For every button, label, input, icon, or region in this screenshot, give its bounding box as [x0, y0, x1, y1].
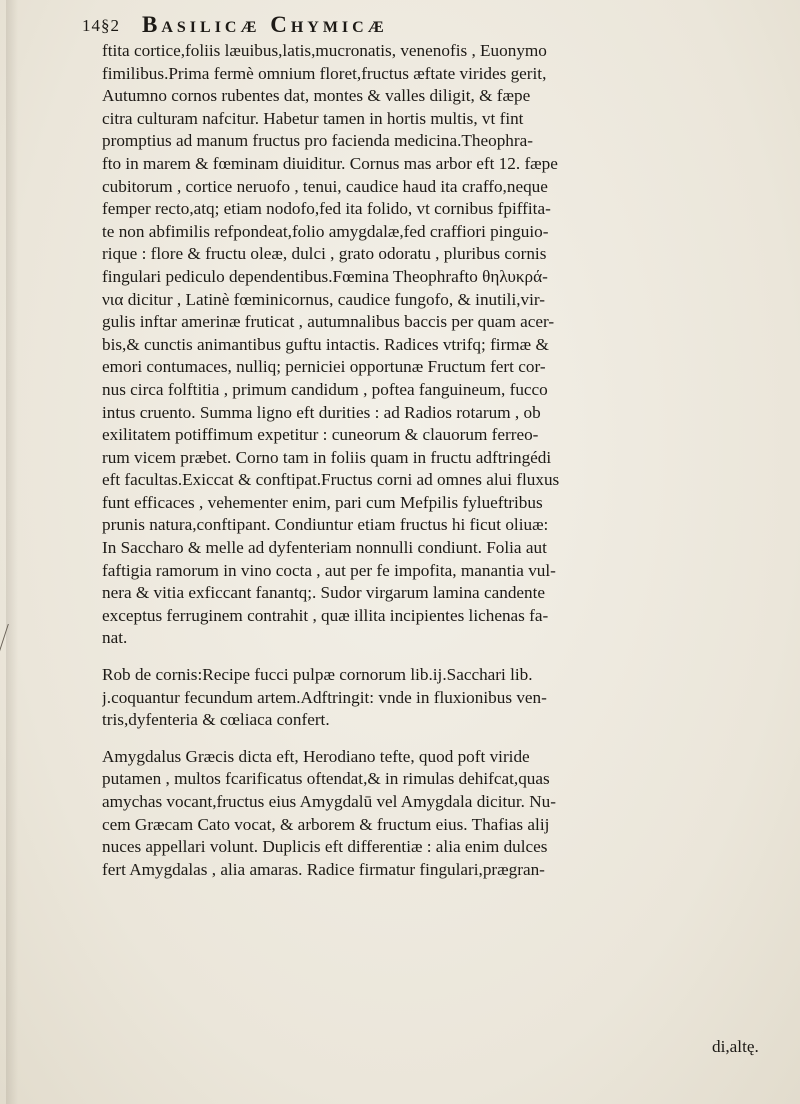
text-line: νια dicitur , Latinè fœminicornus, caudice fungofo, & inutili,vir- — [102, 289, 545, 309]
running-head: Basilicæ Chymicæ — [142, 12, 388, 37]
text-line: promptius ad manum fructus pro facienda medicina.Theophra- — [102, 131, 533, 151]
text-line: Autumno cornos rubentes dat, montes & valles diligit, & fæpe — [102, 86, 531, 106]
text-line: fto in marem & fœminam diuiditur. Cornus mas arbor eft 12. fæpe — [102, 153, 558, 173]
paragraph — [102, 664, 766, 732]
text-line: amychas vocant,fructus eius Amygdalū vel Amygdala dicitur. Nu- — [102, 792, 556, 811]
text-line: femper recto,atq; etiam nodofo,fed ita folido, vt cornibus fpiffita- — [102, 199, 551, 219]
text-line: Amygdalus Græcis dicta eft, Herodiano tefte, quod poft viride — [102, 746, 530, 766]
text-line: exceptus ferruginem contrahit , quæ illita incipientes lichenas fa- — [102, 605, 549, 625]
text-line: fert Amygdalas , alia amaras. Radice firmatur fingulari,prægran- — [102, 859, 545, 879]
text-line: cubitorum , cortice neruofo , tenui, caudice haud ita craffo,neque — [102, 176, 548, 196]
gutter-shadow — [6, 0, 18, 1104]
text-line: te non abfimilis refpondeat,folio amygdalæ,fed craffiori pinguio- — [102, 221, 549, 241]
text-line: prunis natura,conftipant. Condiuntur etiam fructus hi ficut oliuæ: — [102, 515, 549, 535]
page-header — [82, 4, 772, 40]
text-line: bis,& cunctis animantibus guftu intactis. Radices vtrifq; firmæ & — [102, 334, 549, 354]
text-line: nus circa folftitia , primum candidum , poftea fanguineum, fucco — [102, 379, 548, 399]
paragraph-gap — [102, 650, 766, 664]
page-number: 14§2 — [82, 16, 120, 35]
text-line: intus cruento. Summa ligno eft durities : ad Radios rotarum , ob — [102, 402, 541, 422]
text-line: nat. — [102, 628, 128, 648]
text-line: ftita cortice,foliis læuibus,latis,mucronatis, venenofis , Euonymo — [102, 41, 547, 60]
body-text — [102, 40, 766, 881]
catchword: di,altę. — [712, 1037, 759, 1056]
text-line: exilitatem potiffimum expetitur : cuneorum & clauorum ferreo- — [102, 425, 539, 445]
text-line: In Saccharo & melle ad dyfenteriam nonnulli condiunt. Folia aut — [102, 538, 547, 558]
paragraph-gap — [102, 732, 766, 746]
text-line: nuces appellari volunt. Duplicis eft differentiæ : alia enim dulces — [102, 837, 548, 857]
text-line: gulis inftar amerinæ fruticat , autumnalibus baccis per quam acer- — [102, 312, 555, 332]
text-line: putamen , multos fcarificatus oftendat,& in rimulas dehifcat,quas — [102, 769, 550, 789]
text-line: eft facultas.Exiccat & conftipat.Fructus corni ad omnes alui fluxus — [102, 470, 560, 490]
text-line: j.coquantur fecundum artem.Adftringit: vnde in fluxionibus ven- — [102, 687, 547, 707]
text-line: tris,dyfenteria & cœliaca confert. — [102, 710, 330, 730]
text-line: cem Græcam Cato vocat, & arborem & fructum eius. Thafias alij — [102, 814, 550, 834]
text-line: funt efficaces , vehementer enim, pari cum Mefpilis fylueftribus — [102, 492, 543, 512]
text-line: rum vicem præbet. Corno tam in foliis quam in fructu adftringédi — [102, 447, 552, 467]
text-line: nera & vitia exficcant fanantq;. Sudor virgarum lamina candente — [102, 583, 546, 603]
text-line: emori contumaces, nulliq; perniciei opportunæ Fructum fert cor- — [102, 357, 546, 377]
paragraph — [102, 746, 766, 882]
text-line: fimilibus.Prima fermè omnium floret,fructus æftate virides gerit, — [102, 63, 547, 83]
paragraph — [102, 40, 766, 650]
text-line: Rob de cornis:Recipe fucci pulpæ cornorum lib.ij.Sacchari lib. — [102, 665, 533, 685]
text-line: faftigia ramorum in vino cocta , aut per fe impofita, manantia vul- — [102, 560, 556, 580]
text-line: fingulari pediculo dependentibus.Fœmina Theophrafto θηλυκρά- — [102, 266, 548, 286]
text-line: rique : flore & fructu oleæ, dulci , grato odoratu , pluribus cornis — [102, 244, 547, 264]
text-line: citra culturam nafcitur. Habetur tamen in hortis multis, vt fint — [102, 108, 524, 128]
